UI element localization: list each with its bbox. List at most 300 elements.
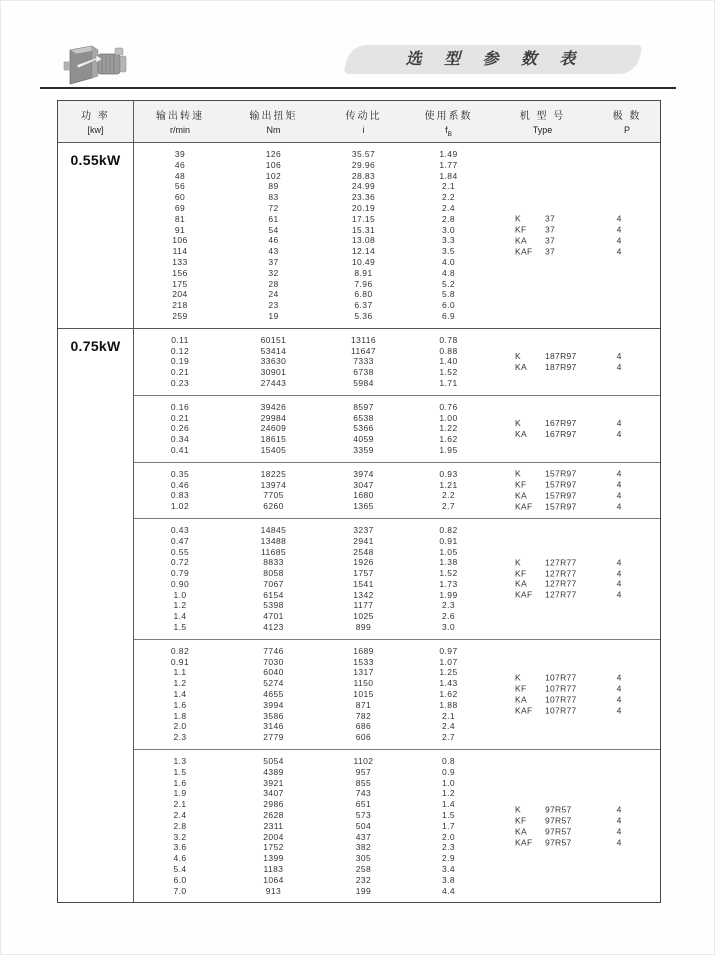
torque-cell: 11685	[260, 546, 286, 557]
poles-cell: 4	[616, 804, 622, 815]
poles-cell: 4	[616, 694, 622, 705]
type-model: 107R77	[545, 694, 577, 705]
type-model: 97R57	[545, 826, 572, 837]
ratio-cell: 6.80	[354, 289, 373, 300]
ratio-cell: 382	[355, 842, 372, 853]
type-prefix: KA	[515, 578, 527, 589]
factor-cell: 1.05	[439, 546, 458, 557]
poles-cell: 4	[616, 246, 622, 257]
type-prefix: K	[515, 557, 521, 568]
ratio-cell: 11647	[350, 345, 376, 356]
factor-cell: 1.4	[441, 799, 456, 810]
type-cell	[491, 225, 594, 236]
torque-cell: 6040	[263, 667, 284, 678]
col-header	[226, 101, 321, 142]
factor-cell: 1.73	[439, 578, 458, 589]
type-list	[491, 351, 658, 373]
col-header-cn: 使用系数	[424, 111, 473, 122]
poles-cell: 4	[616, 672, 622, 683]
speed-cell: 0.34	[170, 434, 190, 445]
poles-cell: 4	[616, 826, 622, 837]
type-cell	[491, 235, 594, 246]
factor-cell: 1.2	[441, 788, 456, 799]
ratio-cell: 20.19	[351, 202, 376, 213]
type-cell	[491, 590, 594, 601]
speed-cell: 2.8	[173, 820, 187, 831]
torque-cell: 1399	[263, 853, 284, 864]
ratio-cell: 2548	[353, 546, 374, 557]
speed-cell: 6.0	[173, 874, 187, 885]
col-header-cn: 传动比	[345, 111, 382, 122]
ratio-cell: 1680	[353, 490, 374, 501]
table-header	[58, 101, 660, 143]
ratio-cell: 2941	[353, 535, 374, 546]
type-model: 187R97	[545, 350, 577, 361]
factor-cell: 4.8	[441, 267, 456, 278]
speed-cell: 1.5	[173, 622, 187, 633]
ratio-cell: 305	[355, 853, 372, 864]
type-cell	[491, 694, 594, 705]
poles-cell: 4	[616, 213, 622, 224]
speed-cell: 1.6	[173, 699, 187, 710]
torque-cell: 7067	[263, 578, 284, 589]
factor-cell: 0.88	[439, 345, 458, 356]
speed-cell: 156	[172, 267, 188, 278]
factor-cell: 1.52	[439, 568, 458, 579]
type-row	[491, 557, 658, 568]
gear-motor-icon	[62, 38, 140, 92]
type-cell	[491, 568, 594, 579]
ratio-cell: 1365	[353, 501, 374, 512]
torque-cell: 5398	[263, 600, 284, 611]
factor-cell: 1.38	[439, 557, 458, 568]
col-header-en: r/min	[170, 125, 190, 135]
torque-cell: 33630	[260, 356, 287, 367]
type-list	[491, 805, 658, 848]
factor-cell: 0.78	[439, 334, 458, 345]
torque-cell: 29984	[260, 412, 287, 423]
type-prefix: KF	[515, 568, 527, 579]
header-rule	[40, 87, 676, 89]
speed-cell: 1.0	[173, 589, 187, 600]
factor-cell: 6.9	[441, 310, 456, 321]
type-row	[491, 590, 658, 601]
factor-cell: 3.3	[441, 235, 456, 246]
type-row	[491, 826, 658, 837]
poles-cell: 4	[616, 361, 622, 372]
factor-cell: 1.5	[441, 810, 456, 821]
power-section	[58, 143, 660, 328]
type-cell	[491, 469, 594, 480]
speed-cell: 2.0	[173, 721, 187, 732]
poles-cell: 4	[616, 417, 622, 428]
poles-cell: 4	[616, 235, 622, 246]
type-row	[491, 429, 658, 440]
torque-cell: 2004	[263, 831, 284, 842]
type-cell	[491, 246, 594, 257]
type-model: 107R77	[545, 683, 577, 694]
type-cell	[491, 351, 594, 362]
factor-cell: 1.7	[441, 820, 456, 831]
factor-cell: 2.9	[441, 853, 456, 864]
factor-cell: 0.91	[439, 535, 458, 546]
col-header-cn: 输出转速	[156, 111, 204, 122]
factor-cell: 2.7	[441, 732, 456, 743]
selection-table	[57, 100, 661, 903]
speed-cell: 204	[172, 289, 188, 300]
factor-cell: 1.77	[439, 159, 458, 170]
torque-cell: 54	[268, 224, 279, 235]
type-model: 187R97	[545, 361, 577, 372]
torque-cell: 8058	[263, 568, 284, 579]
ratio-block	[134, 640, 660, 750]
type-model: 37	[545, 224, 556, 235]
ratio-blocks	[134, 143, 660, 328]
ratio-cell: 899	[355, 622, 372, 633]
ratio-cell: 29.96	[351, 159, 376, 170]
type-list	[491, 214, 658, 257]
factor-cell: 0.76	[439, 401, 458, 412]
type-prefix: KAF	[515, 246, 533, 257]
ratio-cell: 7.96	[354, 278, 373, 289]
col-header-en: P	[623, 125, 630, 135]
factor-cell: 1.88	[439, 699, 458, 710]
torque-cell: 1064	[263, 874, 284, 885]
factor-cell: 0.82	[439, 524, 458, 535]
factor-cell: 5.2	[441, 278, 456, 289]
factor-cell: 4.4	[441, 885, 456, 896]
ratio-cell: 1757	[353, 568, 374, 579]
type-prefix: K	[515, 350, 521, 361]
ratio-cell: 3047	[353, 479, 374, 490]
type-model: 127R77	[545, 578, 577, 589]
speed-cell: 5.4	[173, 864, 187, 875]
ratio-cell: 232	[355, 874, 372, 885]
ratio-cell: 17.15	[351, 213, 376, 224]
type-cell	[491, 673, 594, 684]
factor-cell: 2.1	[441, 181, 456, 192]
ratio-cell: 855	[355, 777, 372, 788]
poles-cell: 4	[616, 815, 622, 826]
speed-cell: 1.9	[173, 788, 187, 799]
poles-cell: 4	[616, 837, 622, 848]
type-prefix: KF	[515, 815, 527, 826]
speed-cell: 39	[174, 149, 186, 159]
torque-cell: 2311	[263, 820, 284, 831]
ratio-cell: 1150	[353, 678, 374, 689]
ratio-cell: 24.99	[351, 181, 376, 192]
torque-cell: 4655	[263, 689, 284, 700]
type-model: 167R97	[545, 417, 577, 428]
type-model: 127R77	[545, 568, 577, 579]
factor-cell: 2.1	[441, 710, 456, 721]
speed-cell: 0.43	[170, 524, 190, 535]
torque-cell: 3146	[263, 721, 284, 732]
speed-cell: 0.55	[170, 546, 190, 557]
factor-cell: 3.4	[441, 864, 456, 875]
col-header	[491, 101, 594, 142]
type-model: 157R97	[545, 479, 577, 490]
torque-cell: 19	[268, 310, 279, 321]
speed-cell: 1.2	[173, 600, 187, 611]
type-prefix: K	[515, 213, 521, 224]
type-prefix: KF	[515, 224, 527, 235]
torque-cell: 27443	[260, 377, 287, 388]
ratio-cell: 1926	[353, 557, 374, 568]
type-prefix: K	[515, 417, 521, 428]
type-model: 37	[545, 213, 556, 224]
type-prefix: K	[515, 672, 521, 683]
torque-cell: 30901	[260, 367, 287, 378]
ratio-cell: 782	[355, 710, 372, 721]
ratio-cell: 504	[355, 820, 372, 831]
factor-cell: 5.8	[441, 289, 456, 300]
factor-cell: 2.4	[441, 721, 456, 732]
type-row	[491, 214, 658, 225]
speed-cell: 69	[174, 202, 186, 213]
poles-cell: 4	[616, 557, 622, 568]
ratio-cell: 8.91	[354, 267, 373, 278]
ratio-cell: 651	[355, 799, 372, 810]
type-cell	[491, 815, 594, 826]
type-model: 167R97	[545, 428, 577, 439]
speed-cell: 46	[174, 159, 186, 170]
torque-cell: 6260	[263, 501, 284, 512]
torque-cell: 24	[268, 289, 279, 300]
torque-cell: 2779	[263, 732, 284, 743]
type-row	[491, 694, 658, 705]
type-row	[491, 246, 658, 257]
factor-cell: 1.0	[441, 777, 456, 788]
ratio-cell: 23.36	[351, 192, 376, 203]
col-header-en: [kw]	[87, 125, 104, 135]
type-prefix: KA	[515, 826, 527, 837]
col-header	[406, 101, 491, 142]
type-cell	[491, 480, 594, 491]
torque-cell: 913	[265, 885, 282, 896]
type-model: 37	[545, 235, 556, 246]
speed-cell: 0.11	[171, 334, 189, 345]
speed-cell: 60	[174, 192, 186, 203]
torque-cell: 2986	[263, 799, 284, 810]
factor-cell: 1.84	[439, 170, 458, 181]
ratio-cell: 10.49	[351, 256, 376, 267]
type-row	[491, 469, 658, 480]
factor-cell: 4.0	[441, 256, 456, 267]
torque-cell: 37	[268, 256, 279, 267]
ratio-block	[134, 396, 660, 463]
speed-cell: 1.02	[170, 501, 190, 512]
ratio-cell: 686	[355, 721, 372, 732]
factor-cell: 1.43	[439, 678, 458, 689]
poles-cell: 4	[616, 224, 622, 235]
speed-cell: 91	[174, 224, 186, 235]
speed-cell: 1.2	[173, 678, 187, 689]
torque-cell: 1752	[263, 842, 284, 853]
poles-cell: 4	[616, 589, 622, 600]
type-prefix: KF	[515, 683, 527, 694]
speed-cell: 0.21	[170, 412, 190, 423]
ratio-cell: 1025	[353, 611, 374, 622]
type-cell	[491, 557, 594, 568]
col-header-en: Nm	[266, 125, 281, 135]
ratio-cell: 606	[355, 732, 372, 743]
torque-cell: 89	[268, 181, 279, 192]
torque-cell: 1183	[263, 864, 284, 875]
speed-cell: 0.46	[170, 479, 190, 490]
type-model: 157R97	[545, 490, 577, 501]
ratio-cell: 6538	[353, 412, 374, 423]
ratio-cell: 5366	[353, 423, 374, 434]
poles-cell: 4	[616, 428, 622, 439]
torque-cell: 32	[268, 267, 279, 278]
torque-cell: 14845	[260, 524, 287, 535]
speed-cell: 56	[174, 181, 186, 192]
torque-cell: 53414	[260, 345, 287, 356]
speed-cell: 0.82	[170, 645, 190, 656]
type-prefix: KAF	[515, 837, 533, 848]
type-prefix: KF	[515, 479, 527, 490]
type-model: 157R97	[545, 501, 577, 512]
speed-cell: 0.47	[170, 535, 190, 546]
type-prefix: KA	[515, 235, 527, 246]
type-model: 127R77	[545, 557, 577, 568]
type-list	[491, 418, 658, 440]
ratio-cell: 4059	[353, 434, 374, 445]
poles-cell: 4	[616, 683, 622, 694]
type-row	[491, 490, 658, 501]
speed-cell: 0.12	[170, 345, 190, 356]
torque-cell: 102	[265, 170, 282, 181]
ratio-cell: 13.08	[351, 235, 376, 246]
torque-cell: 5274	[263, 678, 284, 689]
ratio-cell: 13116	[350, 334, 376, 345]
speed-cell: 0.83	[170, 490, 190, 501]
factor-cell: 1.99	[439, 589, 458, 600]
type-prefix: K	[515, 468, 521, 479]
ratio-cell: 871	[355, 699, 372, 710]
type-model: 97R57	[545, 815, 572, 826]
type-prefix: K	[515, 804, 521, 815]
factor-cell: 1.62	[439, 434, 458, 445]
factor-cell: 2.7	[441, 501, 456, 512]
ratio-cell: 3974	[353, 468, 374, 479]
speed-cell: 259	[172, 310, 188, 321]
ratio-cell: 3237	[353, 524, 374, 535]
type-row	[491, 673, 658, 684]
type-row	[491, 480, 658, 491]
poles-cell: 4	[616, 501, 622, 512]
ratio-cell: 5.36	[354, 310, 373, 321]
torque-cell: 24609	[260, 423, 287, 434]
ratio-cell: 8597	[353, 401, 374, 412]
type-row	[491, 568, 658, 579]
speed-cell: 3.2	[173, 831, 187, 842]
col-header	[594, 101, 660, 142]
col-header-en: Type	[532, 125, 553, 135]
torque-cell: 46	[268, 235, 279, 246]
type-model: 97R57	[545, 804, 572, 815]
torque-cell: 126	[265, 149, 282, 159]
torque-cell: 106	[265, 159, 282, 170]
torque-cell: 72	[268, 202, 279, 213]
type-model: 157R97	[545, 468, 577, 479]
torque-cell: 8833	[263, 557, 284, 568]
type-list	[491, 673, 658, 716]
torque-cell: 60151	[260, 334, 287, 345]
ratio-cell: 28.83	[351, 170, 376, 181]
speed-cell: 0.23	[170, 377, 190, 388]
poles-cell: 4	[616, 350, 622, 361]
torque-cell: 13488	[260, 535, 287, 546]
ratio-cell: 6738	[353, 367, 374, 378]
table-body	[58, 143, 660, 902]
factor-cell: 3.0	[441, 224, 456, 235]
type-row	[491, 501, 658, 512]
type-list	[491, 469, 658, 512]
torque-cell: 7746	[263, 645, 284, 656]
ratio-cell: 1533	[353, 656, 374, 667]
factor-cell: 1.00	[439, 412, 458, 423]
factor-cell: 2.2	[441, 490, 456, 501]
factor-cell: 1.52	[439, 367, 458, 378]
ratio-block	[134, 519, 660, 640]
speed-cell: 0.90	[170, 578, 190, 589]
col-header-en: $f_B$	[445, 125, 452, 138]
ratio-cell: 573	[355, 810, 372, 821]
type-model: 37	[545, 246, 556, 257]
torque-cell: 61	[268, 213, 279, 224]
torque-cell: 15405	[260, 444, 287, 455]
power-col-header	[58, 101, 134, 142]
factor-cell: 1.22	[439, 423, 458, 434]
type-cell	[491, 362, 594, 373]
factor-cell: 2.3	[441, 600, 456, 611]
torque-cell: 3921	[263, 777, 284, 788]
type-list	[491, 557, 658, 600]
ratio-cell: 743	[355, 788, 372, 799]
type-prefix: KA	[515, 490, 527, 501]
factor-cell: 0.8	[441, 756, 456, 767]
factor-cell: 3.0	[441, 622, 456, 633]
speed-cell: 106	[172, 235, 188, 246]
torque-cell: 3407	[263, 788, 284, 799]
type-model: 127R77	[545, 589, 577, 600]
poles-cell: 4	[616, 490, 622, 501]
type-row	[491, 837, 658, 848]
ratio-cell: 6.37	[354, 300, 373, 311]
data-col-headers	[134, 101, 660, 142]
power-label: 0.55kW	[70, 152, 121, 168]
torque-cell: 23	[268, 300, 279, 311]
type-cell	[491, 705, 594, 716]
type-row	[491, 351, 658, 362]
type-row	[491, 362, 658, 373]
speed-cell: 0.41	[170, 444, 190, 455]
speed-cell: 48	[174, 170, 186, 181]
speed-cell: 0.19	[170, 356, 190, 367]
type-cell	[491, 826, 594, 837]
speed-cell: 1.5	[173, 766, 187, 777]
factor-cell: 0.93	[439, 468, 458, 479]
type-cell	[491, 418, 594, 429]
speed-cell: 3.6	[173, 842, 187, 853]
torque-cell: 4389	[263, 766, 284, 777]
torque-cell: 7030	[263, 656, 284, 667]
torque-cell: 3994	[263, 699, 284, 710]
col-header	[134, 101, 226, 142]
speed-cell: 1.1	[173, 667, 187, 678]
